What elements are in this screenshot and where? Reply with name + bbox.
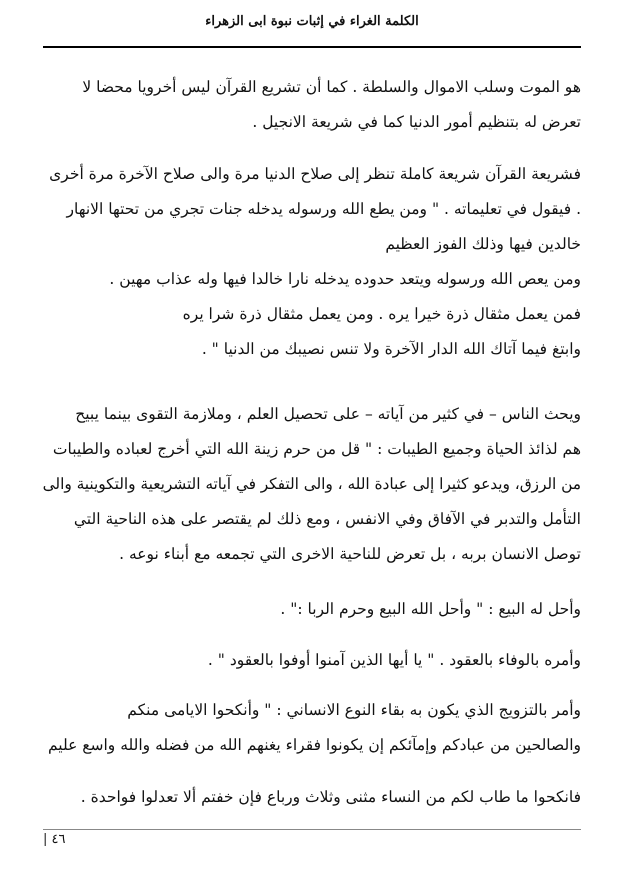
paragraph — [43, 397, 581, 572]
text-line: خالدين فيها وذلك الفوز العظيم — [385, 235, 581, 253]
text-line: ومن يعص الله ورسوله ويتعد حدوده يدخله نارا خالدا فيها وله عذاب مهين . — [109, 270, 581, 288]
paragraph — [43, 693, 581, 763]
text-line: فانكحوا ما طاب لكم من النساء مثنى وثلاث ورباع فإن خفتم ألا تعدلوا فواحدة . — [80, 788, 581, 806]
paragraph — [43, 780, 581, 815]
text-line: توصل الانسان بربه ، بل تعرض للناحية الاخرى التي تجمعه مع أبناء نوعه . — [119, 545, 581, 563]
running-header-title: الكلمة الغراء في إثبات نبوة ابى الزهراء — [205, 14, 419, 29]
text-line: وأمره بالوفاء بالعقود . " يا أيها الذين آمنوا أوفوا بالعقود " . — [207, 651, 581, 669]
text-line: وأحل له البيع : " وأحل الله البيع وحرم الربا :" . — [280, 600, 581, 618]
text-line: هو الموت وسلب الاموال والسلطة . كما أن تشريع القرآن ليس أخرويا محضا لا — [82, 78, 581, 96]
text-line: التأمل والتدبر في الآفاق وفي الانفس ، ومع ذلك لم يقتصر على هذه الناحية التي — [73, 510, 581, 528]
text-line: . فيقول في تعليماته . " ومن يطع الله ورسوله يدخله جنات تجري من تحتها الانهار — [66, 200, 581, 218]
header-rule — [43, 46, 581, 48]
text-line: وأمر بالتزويج الذي يكون به بقاء النوع الانساني : " وأنكحوا الايامى منكم — [127, 701, 581, 719]
paragraph — [43, 592, 581, 627]
footer-rule — [43, 829, 581, 830]
text-line: والصالحين من عبادكم وإمآئكم إن يكونوا فقراء يغنهم الله من فضله والله واسع عليم — [47, 736, 581, 754]
text-line: فشريعة القرآن شريعة كاملة تنظر إلى صلاح الدنيا مرة والى صلاح الآخرة مرة أخرى — [49, 165, 581, 183]
paragraph — [43, 70, 581, 140]
text-line: تعرض له بتنظيم أمور الدنيا كما في شريعة الانجيل . — [252, 113, 581, 131]
paragraph — [43, 643, 581, 678]
text-line: وابتغ فيما آتاك الله الدار الآخرة ولا تنس نصيبك من الدنيا " . — [201, 340, 581, 358]
text-line: فمن يعمل مثقال ذرة خيرا يره . ومن يعمل مثقال ذرة شرا يره — [182, 305, 581, 323]
text-line: من الرزق، ويدعو كثيرا إلى عبادة الله ، والى التفكر في آياته التشريعية والتكوينية والى — [43, 475, 581, 493]
paragraph — [43, 157, 581, 367]
page-number: ٤٦ | — [43, 832, 66, 847]
text-line: هم لذائذ الحياة وجميع الطيبات : " قل من حرم زينة الله التي أخرج لعباده والطيبات — [52, 440, 581, 458]
text-line: ويحث الناس – في كثير من آياته – على تحصيل العلم ، وملازمة التقوى بينما يبيح — [75, 405, 581, 423]
